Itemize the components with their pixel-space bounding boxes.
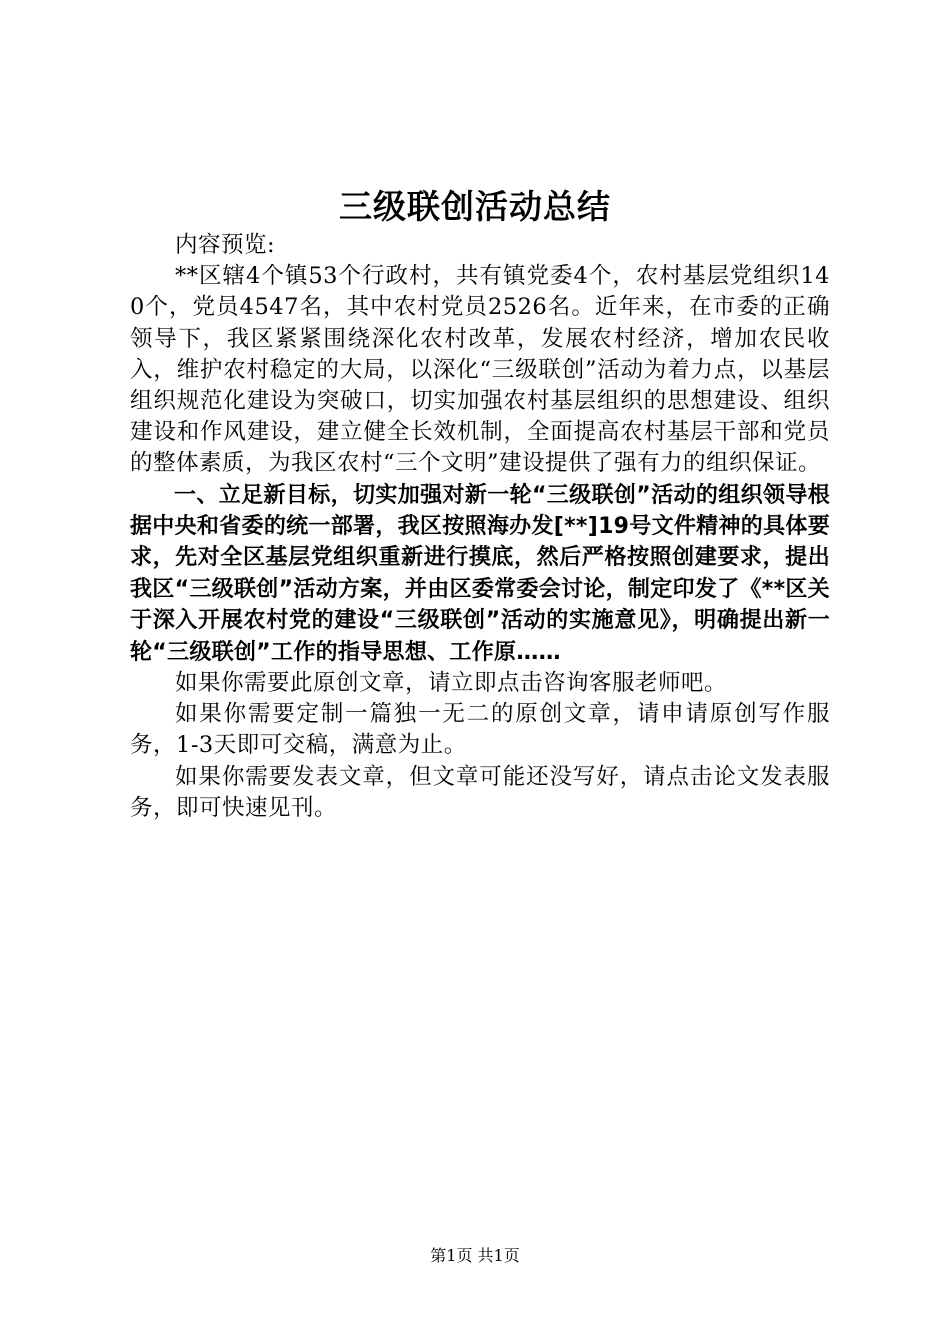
intro-paragraph: **区辖4个镇53个行政村，共有镇党委4个，农村基层党组织140个，党员4547名，其中农村党员2526名。近年来，在市委的正确领导下，我区紧紧围绕深化农村改革，发展农村经济，增加农民收入，维护农村稳定的大局，以深化“三级联创”活动为着力点，以基层组织规范化建设为突破口，切实加强农村基层组织的思想建设、组织建设和作风建设，建立健全长效机制，全面提高农村基层干部和党员的整体素质，为我区农村“三个文明”建设提供了强有力的组织保证。	[130, 263, 830, 477]
consult-paragraph: 如果你需要此原创文章，请立即点击咨询客服老师吧。	[175, 670, 728, 697]
preview-label: 内容预览:	[175, 232, 276, 258]
document-body	[130, 230, 830, 824]
section-one-paragraph: 一、立足新目标，切实加强对新一轮“三级联创”活动的组织领导根据中央和省委的统一部署，我区按照海办发[**]19号文件精神的具体要求，先对全区基层党组织重新进行摸底，然后严格按照创建要求，提出我区“三级联创”活动方案，并由区委常委会讨论，制定印发了《**区关于深入开展农村党的建设“三级联创”活动的实施意见》，明确提出新一轮“三级联创”工作的指导思想、工作原……	[130, 482, 830, 665]
page-number-footer: 第1页 共1页	[430, 1246, 520, 1265]
custom-writing-paragraph: 如果你需要定制一篇独一无二的原创文章，请申请原创写作服务，1-3天即可交稿，满意为止。	[130, 701, 830, 759]
document-title: 三级联创活动总结	[339, 187, 611, 226]
publish-service-paragraph: 如果你需要发表文章，但文章可能还没写好，请点击论文发表服务，即可快速见刊。	[130, 763, 830, 821]
